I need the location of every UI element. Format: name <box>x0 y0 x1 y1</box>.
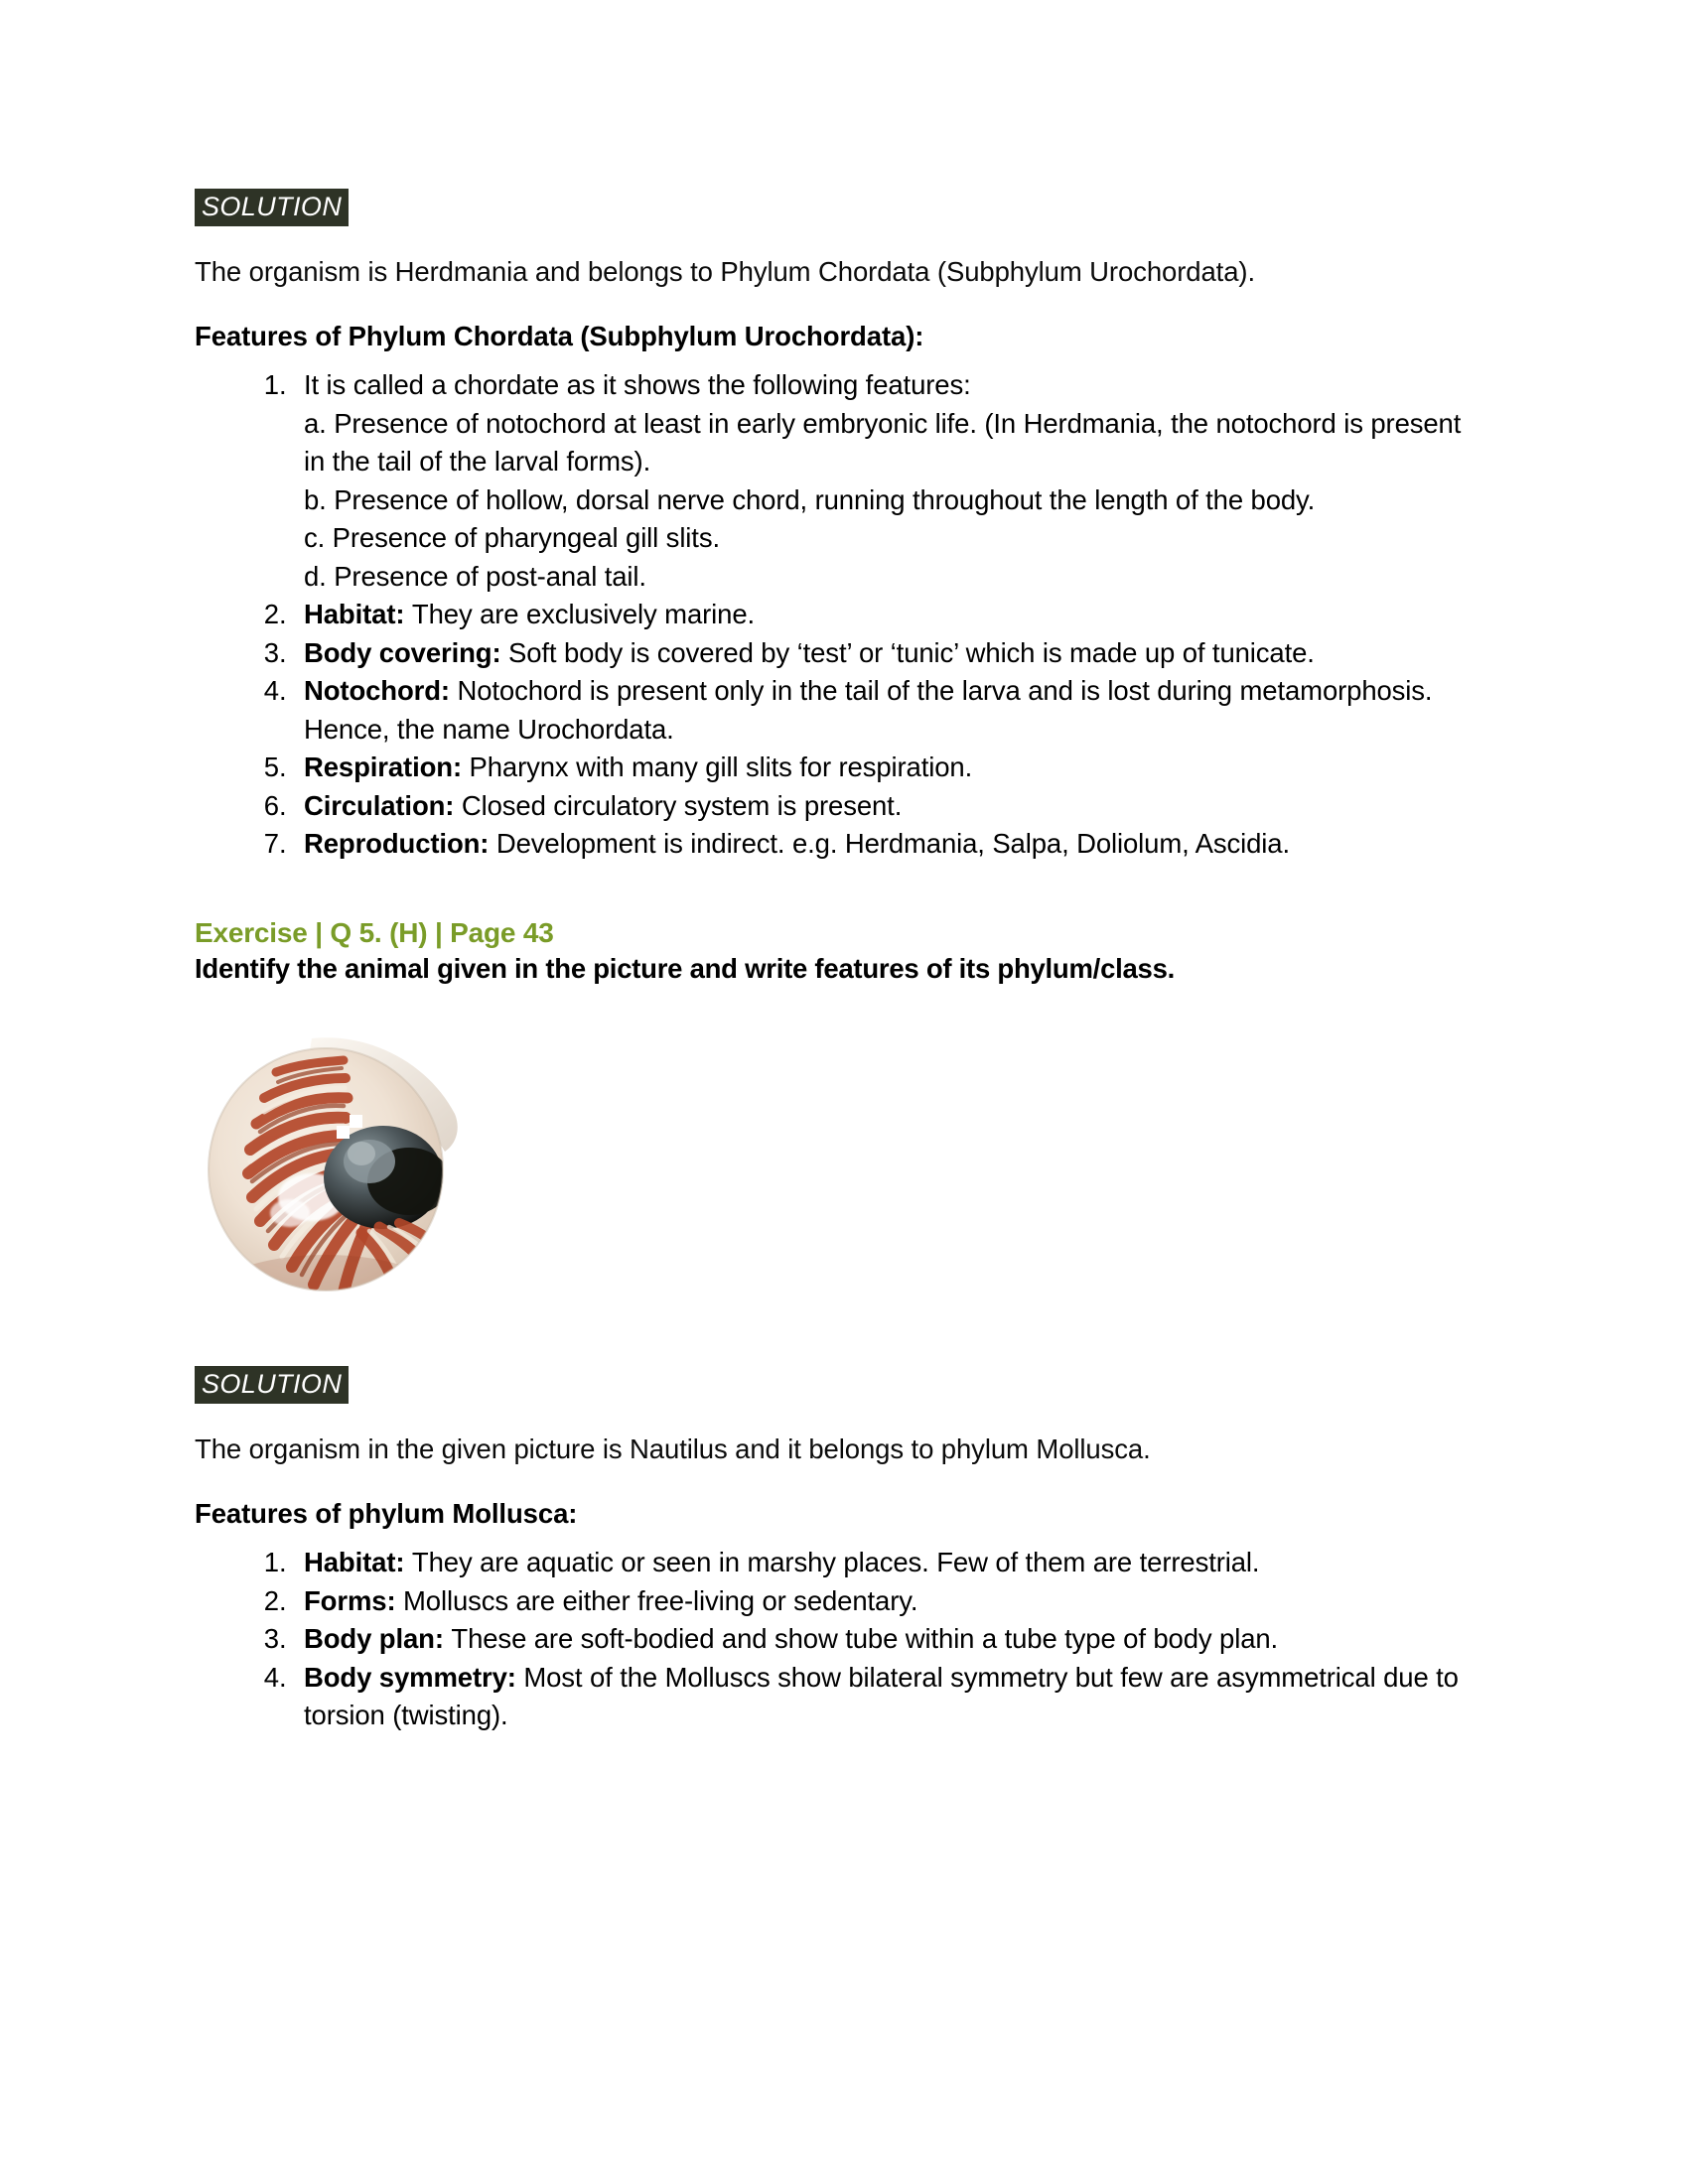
solution-1-intro-paragraph: The organism is Herdmania and belongs to Phylum Chordata (Subphylum Urochordata). <box>195 256 1255 288</box>
list-item <box>294 1659 1466 1735</box>
list-item-label: Notochord: <box>304 675 458 707</box>
list-item-text: These are soft-bodied and show tube within a tube type of body plan. <box>451 1623 1279 1655</box>
list-item-label: Forms: <box>304 1584 404 1616</box>
list-item-label: Reproduction: <box>304 828 496 860</box>
sublist <box>304 405 1466 597</box>
sublist-item: c. Presence of pharyngeal gill slits. <box>304 522 720 554</box>
nautilus-illustration <box>195 1003 479 1322</box>
solution-badge-label-1: SOLUTION <box>195 189 349 226</box>
solution-2-intro-paragraph: The organism in the given picture is Nautilus and it belongs to phylum Mollusca. <box>195 1433 1151 1465</box>
list-item-label: Habitat: <box>304 599 412 630</box>
list-item-text: It is called a chordate as it shows the following features: <box>304 369 971 401</box>
list-item-label: Habitat: <box>304 1547 412 1578</box>
features-mollusca-heading: Features of phylum Mollusca: <box>195 1498 578 1530</box>
list-item <box>294 1544 1466 1582</box>
list-item <box>294 366 1466 596</box>
list-item <box>294 787 1466 826</box>
list-item-label: Body covering: <box>304 636 509 668</box>
list-item-text: They are exclusively marine. <box>411 599 756 630</box>
solution-badge-2 <box>195 1366 1466 1404</box>
list-item <box>294 634 1466 673</box>
exercise-meta-heading: Exercise | Q 5. (H) | Page 43 <box>195 916 554 948</box>
image-artifact-speck <box>337 1126 350 1139</box>
list-item-text: Notochord is present only in the tail of the larva and is lost during metamorphosis. Hence, the name Urochordata. <box>304 675 1433 745</box>
list-item <box>294 596 1466 634</box>
image-artifact-speck <box>350 1115 362 1128</box>
list-item-label: Body symmetry: <box>304 1661 524 1693</box>
list-item <box>294 1620 1466 1659</box>
mollusca-features-list <box>195 1544 1466 1735</box>
solution-badge-label-2: SOLUTION <box>195 1366 349 1404</box>
list-item <box>294 825 1466 864</box>
list-item-label: Body plan: <box>304 1623 452 1655</box>
list-item <box>294 672 1466 749</box>
exercise-question-text: Identify the animal given in the picture and write features of its phylum/class. <box>195 952 1176 984</box>
list-item-text: Soft body is covered by ‘test’ or ‘tunic’ which is made up of tunicate. <box>508 636 1315 668</box>
list-item-text: Development is indirect. e.g. Herdmania, Salpa, Doliolum, Ascidia. <box>495 828 1290 860</box>
list-item <box>294 749 1466 787</box>
list-item-text: Closed circulatory system is present. <box>461 789 903 821</box>
list-item-text: Most of the Molluscs show bilateral symmetry but few are asymmetrical due to torsion (twisting). <box>304 1661 1459 1731</box>
sublist-item: d. Presence of post-anal tail. <box>304 560 646 592</box>
solution-badge-1 <box>195 189 1466 226</box>
list-item-label: Respiration: <box>304 751 470 783</box>
sublist-item: a. Presence of notochord at least in early embryonic life. (In Herdmania, the notochord is present in the tail of the larval forms). <box>304 407 1462 478</box>
list-item-text: Molluscs are either free-living or sedentary. <box>403 1584 918 1616</box>
list-item-label: Circulation: <box>304 789 462 821</box>
sublist-item: b. Presence of hollow, dorsal nerve chord, running throughout the length of the body. <box>304 483 1316 515</box>
features-chordata-heading: Features of Phylum Chordata (Subphylum Urochordata): <box>195 321 924 352</box>
list-item-text: Pharynx with many gill slits for respiration. <box>469 751 973 783</box>
nautilus-shell-photo <box>195 1003 479 1322</box>
list-item-text: They are aquatic or seen in marshy places. Few of them are terrestrial. <box>411 1547 1260 1578</box>
list-item <box>294 1582 1466 1621</box>
chordata-features-list <box>195 366 1466 864</box>
page-content <box>195 189 1466 1735</box>
nautilus-image-wrapper <box>195 1003 479 1322</box>
